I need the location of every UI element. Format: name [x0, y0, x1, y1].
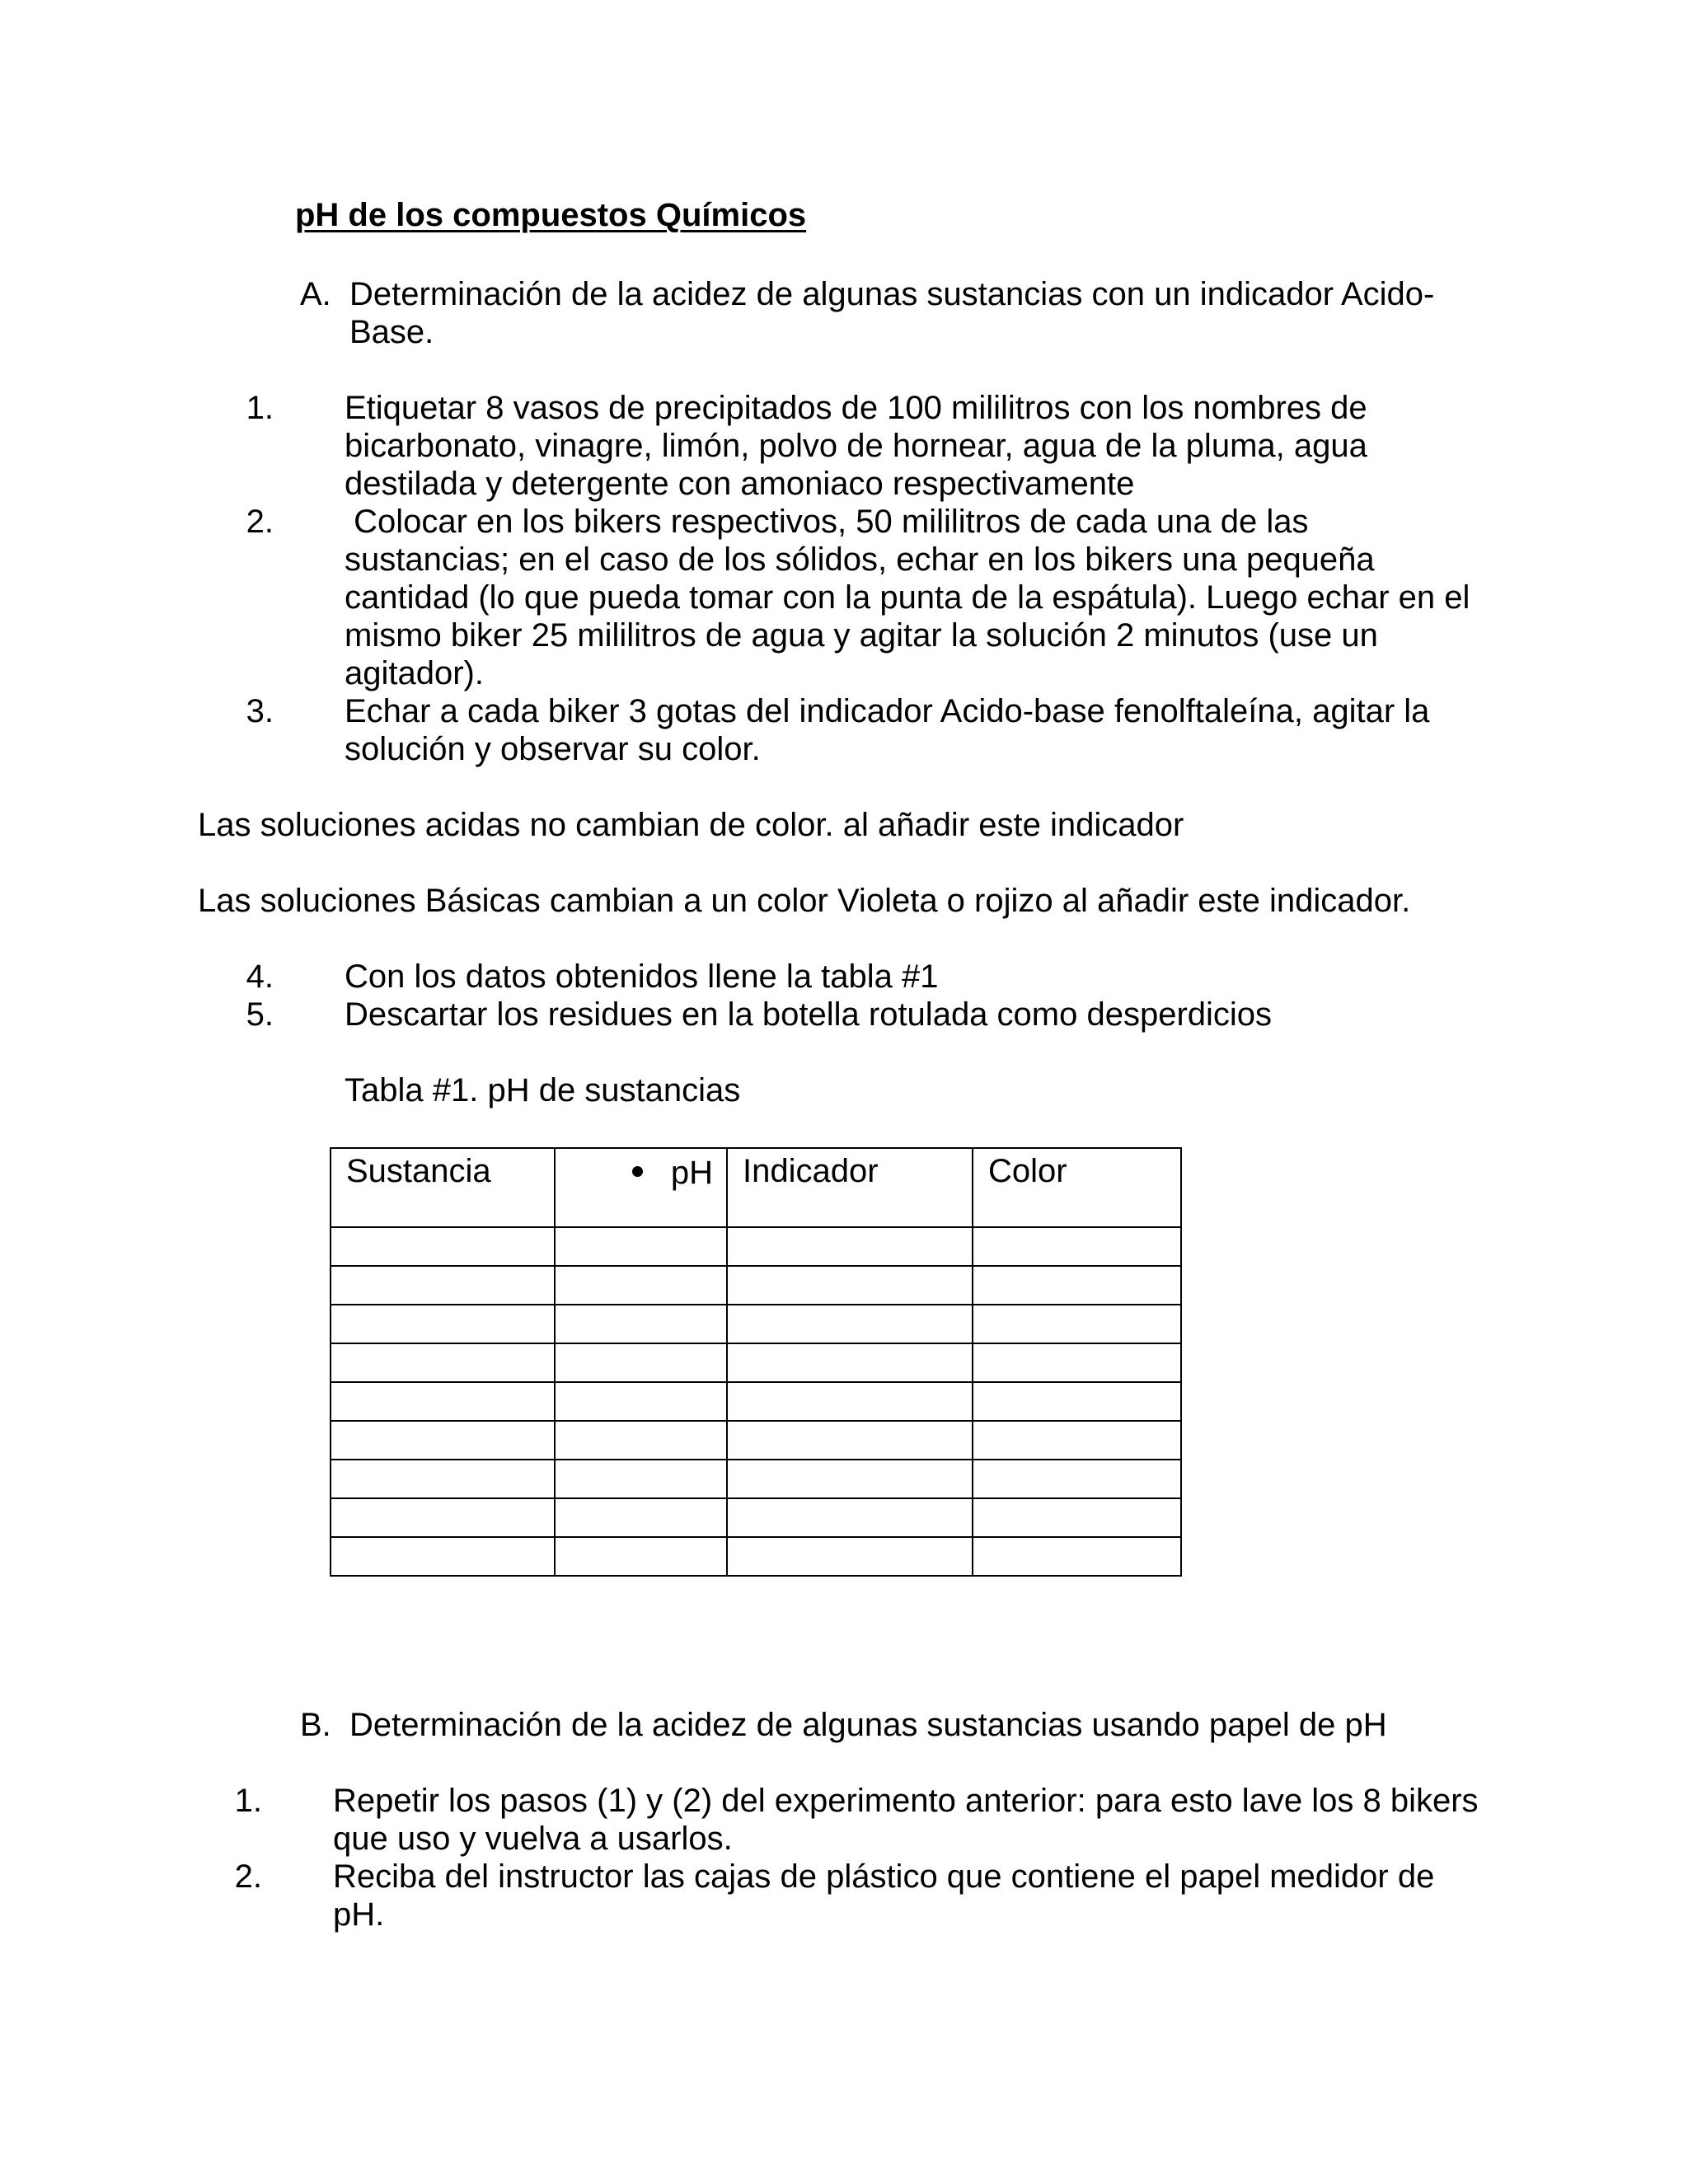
table-cell-color[interactable] — [973, 1382, 1181, 1421]
table-row — [331, 1305, 1181, 1343]
step-a2-line-3: cantidad (lo que pueda tomar con la punta de la espátula). Luego echar en el — [345, 579, 1470, 616]
step-b1-line-2: que uso y vuelva a usarlos. — [333, 1821, 733, 1857]
step-b2-number: 2. — [234, 1858, 262, 1895]
table-caption: Tabla #1. pH de sustancias — [345, 1072, 741, 1108]
table-cell-color[interactable] — [973, 1460, 1181, 1498]
note-acid-solutions: Las soluciones acidas no cambian de color. al añadir este indicador — [198, 807, 1184, 843]
step-b2-line-2: pH. — [333, 1896, 385, 1933]
table-cell-color[interactable] — [973, 1421, 1181, 1460]
header-indicador: Indicador — [743, 1153, 879, 1189]
step-a2-number: 2. — [246, 504, 274, 540]
table-cell-sustancia[interactable] — [331, 1460, 555, 1498]
table-header-row — [331, 1148, 1181, 1227]
table-cell-ph[interactable] — [555, 1382, 727, 1421]
step-a4-number: 4. — [246, 958, 274, 995]
header-sustancia: Sustancia — [346, 1153, 491, 1189]
step-a1-line-2: bicarbonato, vinagre, limón, polvo de hornear, agua de la pluma, agua — [345, 428, 1367, 464]
note-basic-solutions: Las soluciones Básicas cambian a un color Violeta o rojizo al añadir este indicador. — [198, 883, 1411, 919]
table-cell-indicador[interactable] — [727, 1227, 973, 1266]
table-cell-indicador[interactable] — [727, 1343, 973, 1382]
table-row — [331, 1421, 1181, 1460]
page-title: pH de los compuestos Químicos — [295, 197, 807, 233]
header-color: Color — [988, 1153, 1067, 1189]
step-a2-line-1: Colocar en los bikers respectivos, 50 mililitros de cada una de las — [345, 504, 1309, 540]
step-b1-number: 1. — [234, 1783, 262, 1819]
section-a-heading-line-1: Determinación de la acidez de algunas sustancias con un indicador Acido- — [349, 276, 1435, 312]
table-row — [331, 1227, 1181, 1266]
table-cell-sustancia[interactable] — [331, 1498, 555, 1537]
table-cell-color[interactable] — [973, 1227, 1181, 1266]
bullet-icon — [632, 1166, 643, 1177]
section-b-letter: B. — [300, 1707, 331, 1743]
header-cell-indicador — [727, 1148, 973, 1227]
table-cell-indicador[interactable] — [727, 1266, 973, 1305]
header-cell-sustancia — [331, 1148, 555, 1227]
table-cell-sustancia[interactable] — [331, 1305, 555, 1343]
table-row — [331, 1343, 1181, 1382]
table-cell-ph[interactable] — [555, 1266, 727, 1305]
step-a4-text: Con los datos obtenidos llene la tabla #1 — [345, 958, 939, 995]
table-cell-color[interactable] — [973, 1537, 1181, 1576]
table-cell-color[interactable] — [973, 1305, 1181, 1343]
table-cell-indicador[interactable] — [727, 1382, 973, 1421]
table-cell-indicador[interactable] — [727, 1460, 973, 1498]
table-cell-indicador[interactable] — [727, 1537, 973, 1576]
table-cell-ph[interactable] — [555, 1537, 727, 1576]
table-cell-color[interactable] — [973, 1343, 1181, 1382]
header-cell-color — [973, 1148, 1181, 1227]
ph-table — [330, 1147, 1182, 1577]
table-row — [331, 1266, 1181, 1305]
step-a3-number: 3. — [246, 693, 274, 729]
table-row — [331, 1460, 1181, 1498]
table-cell-sustancia[interactable] — [331, 1421, 555, 1460]
step-b1-line-1: Repetir los pasos (1) y (2) del experimento anterior: para esto lave los 8 bikers — [333, 1783, 1479, 1819]
table-cell-sustancia[interactable] — [331, 1382, 555, 1421]
step-a1-number: 1. — [246, 390, 274, 426]
table-cell-sustancia[interactable] — [331, 1537, 555, 1576]
table-cell-ph[interactable] — [555, 1227, 727, 1266]
table-cell-indicador[interactable] — [727, 1421, 973, 1460]
step-a2-line-5: agitador). — [345, 655, 484, 691]
header-cell-ph — [555, 1148, 727, 1227]
section-b-heading: Determinación de la acidez de algunas sustancias usando papel de pH — [349, 1707, 1387, 1743]
step-a3-line-2: solución y observar su color. — [345, 731, 761, 767]
table-cell-sustancia[interactable] — [331, 1343, 555, 1382]
table-cell-indicador[interactable] — [727, 1498, 973, 1537]
table-cell-ph[interactable] — [555, 1498, 727, 1537]
table-row — [331, 1382, 1181, 1421]
step-a1-line-3: destilada y detergente con amoniaco respectivamente — [345, 466, 1135, 502]
step-a2-line-4: mismo biker 25 mililitros de agua y agitar la solución 2 minutos (use un — [345, 617, 1378, 654]
step-a1-line-1: Etiquetar 8 vasos de precipitados de 100 mililitros con los nombres de — [345, 390, 1367, 426]
table-cell-ph[interactable] — [555, 1305, 727, 1343]
step-a3-line-1: Echar a cada biker 3 gotas del indicador Acido-base fenolftaleína, agitar la — [345, 693, 1430, 729]
table-cell-color[interactable] — [973, 1266, 1181, 1305]
step-b2-line-1: Reciba del instructor las cajas de plástico que contiene el papel medidor de — [333, 1858, 1435, 1895]
step-a5-number: 5. — [246, 996, 274, 1033]
table-cell-ph[interactable] — [555, 1460, 727, 1498]
table-cell-color[interactable] — [973, 1498, 1181, 1537]
step-a5-text: Descartar los residues en la botella rotulada como desperdicios — [345, 996, 1273, 1033]
table-cell-sustancia[interactable] — [331, 1266, 555, 1305]
section-a-letter: A. — [300, 276, 331, 312]
table-row — [331, 1498, 1181, 1537]
table-cell-indicador[interactable] — [727, 1305, 973, 1343]
table-cell-ph[interactable] — [555, 1421, 727, 1460]
header-ph: pH — [670, 1155, 713, 1191]
table-cell-ph[interactable] — [555, 1343, 727, 1382]
step-a2-line-2: sustancias; en el caso de los sólidos, echar en los bikers una pequeña — [345, 541, 1375, 578]
table-row — [331, 1537, 1181, 1576]
section-a-heading-line-2: Base. — [349, 314, 434, 350]
table-cell-sustancia[interactable] — [331, 1227, 555, 1266]
